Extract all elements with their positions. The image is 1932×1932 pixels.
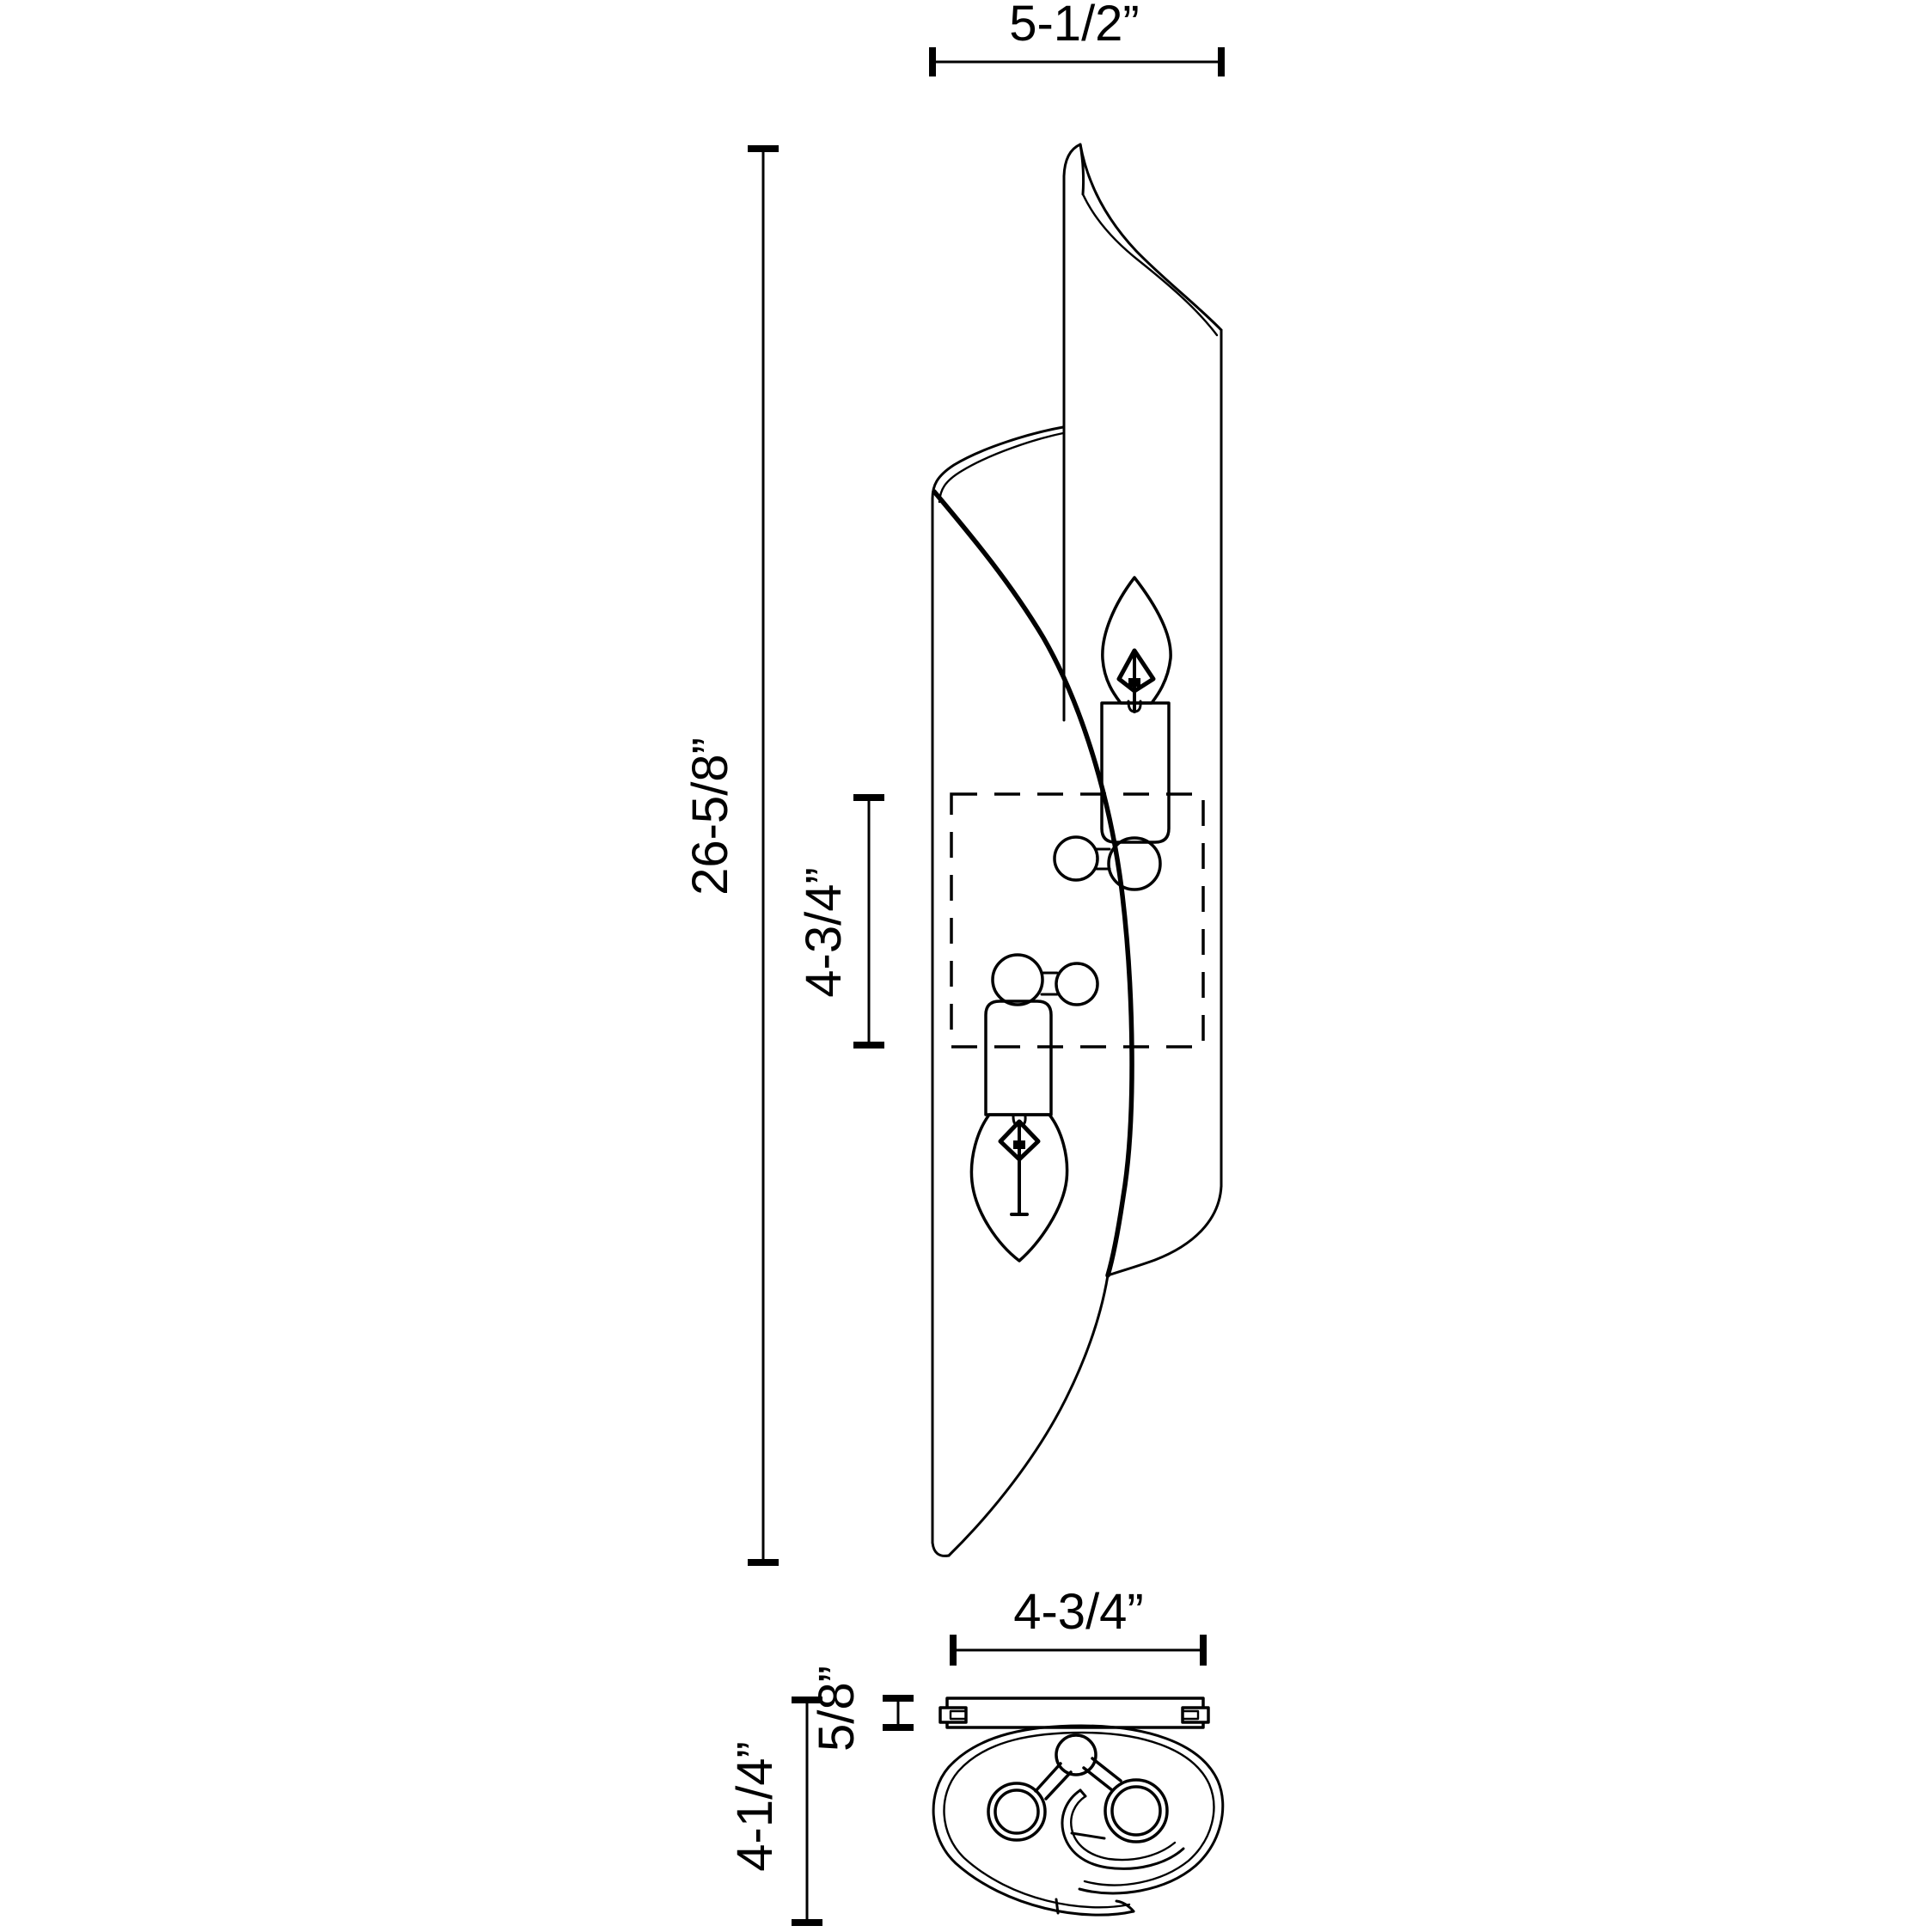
scroll-inner-curl-end-edge bbox=[1072, 1833, 1104, 1838]
junction-box-dashed-outline bbox=[951, 794, 1203, 1047]
upper-joint-ball-left bbox=[1055, 837, 1097, 880]
scroll-inner-curl-tip bbox=[1080, 1790, 1085, 1796]
dimension-label-canopy-depth: 5/8” bbox=[809, 1666, 865, 1752]
front-sheet-diagonal-edge bbox=[934, 492, 1132, 1275]
scroll-sheet-end-edge bbox=[1056, 1899, 1058, 1913]
upper-filament-bead bbox=[1128, 678, 1140, 687]
upper-candle-lamp bbox=[1055, 578, 1171, 890]
lower-joint-ball-right bbox=[1056, 963, 1097, 1005]
dimension-height-left bbox=[682, 149, 779, 1562]
lower-joint-ball-left bbox=[993, 955, 1042, 1005]
mounting-tab-right bbox=[1183, 1708, 1208, 1722]
lower-candle-lamp bbox=[971, 955, 1097, 1261]
right-socket-top-view-outer bbox=[1105, 1780, 1167, 1842]
dimension-width-top bbox=[932, 0, 1221, 76]
bottom-rising-curve bbox=[949, 1275, 1108, 1556]
dimension-canopy-depth bbox=[809, 1666, 914, 1752]
dimension-label-mount-box: 4-3/4” bbox=[796, 867, 852, 998]
lower-socket bbox=[986, 1001, 1051, 1115]
top-sweep-outer bbox=[1080, 144, 1221, 330]
left-socket-top-view-inner bbox=[995, 1790, 1038, 1833]
dimension-label-fixture-depth: 4-1/4” bbox=[727, 1741, 783, 1872]
canopy-plate-top-view bbox=[940, 1698, 1208, 1727]
dimension-fixture-depth bbox=[727, 1700, 822, 1923]
scroll-body-top-view bbox=[933, 1726, 1223, 1915]
right-arm-top-view bbox=[1084, 1758, 1121, 1790]
mounting-tab-left bbox=[940, 1708, 966, 1722]
right-socket-top-view-inner bbox=[1112, 1787, 1160, 1835]
left-arm-top-view bbox=[1036, 1764, 1071, 1799]
dimension-label-width: 5-1/2” bbox=[1009, 0, 1140, 52]
lower-filament-bead bbox=[1013, 1140, 1025, 1149]
dimension-mount-box bbox=[796, 798, 884, 1045]
dimension-label-canopy-width: 4-3/4” bbox=[1013, 1584, 1144, 1640]
top-curl-outer-edge bbox=[1064, 144, 1080, 176]
mounting-plate bbox=[947, 1698, 1203, 1727]
bottom-tip bbox=[932, 1543, 949, 1556]
scroll-body-side-view bbox=[932, 144, 1221, 1556]
center-ball-top-view bbox=[1056, 1735, 1096, 1775]
dimension-label-height: 26-5/8” bbox=[682, 737, 738, 896]
dimension-canopy-width bbox=[953, 1584, 1203, 1666]
